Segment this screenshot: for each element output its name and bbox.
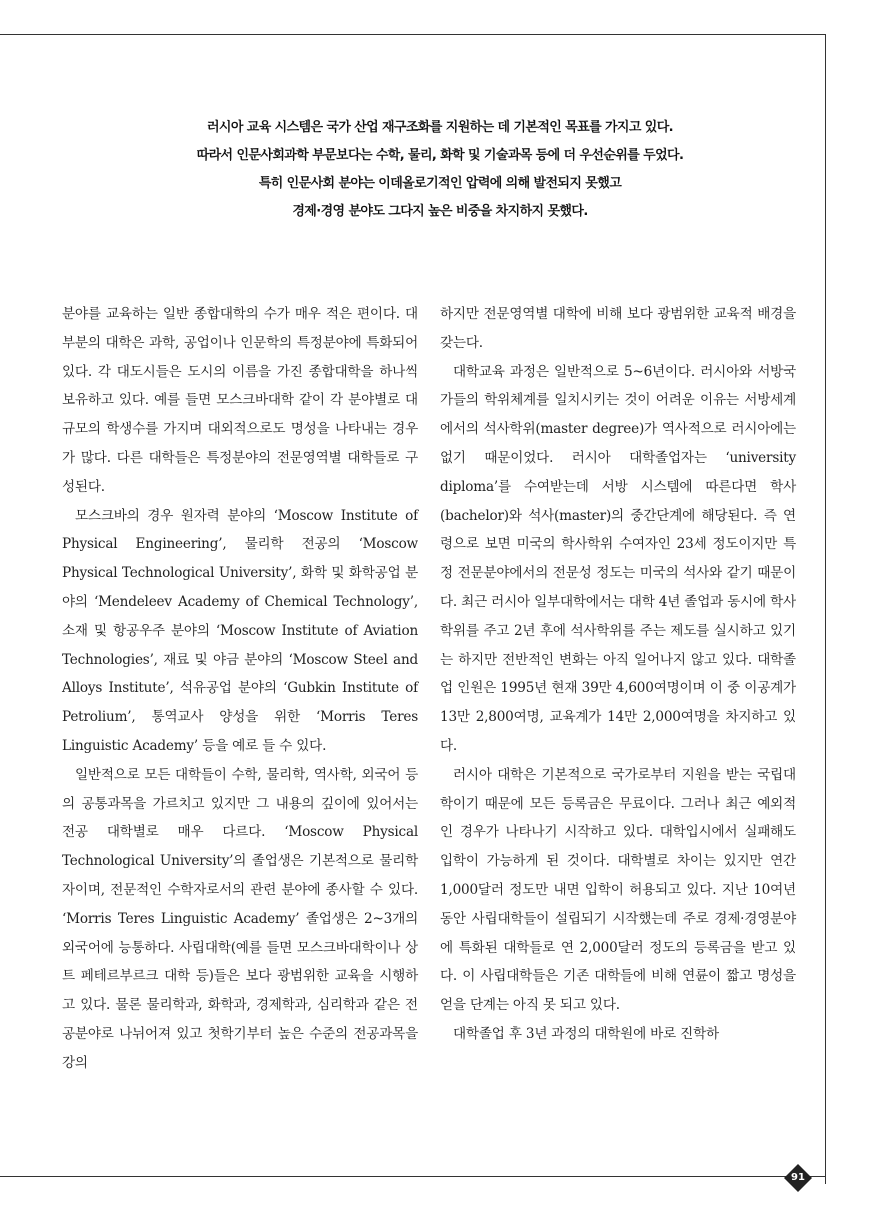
top-rule [0, 34, 826, 35]
summary-line: 경제·경영 분야도 그다지 높은 비중을 차지하지 못했다. [292, 204, 588, 219]
right-column [440, 300, 796, 1049]
left-column [62, 300, 418, 1078]
summary-line: 특히 인문사회 분야는 이데올로기적인 압력에 의해 발전되지 못했고 [258, 176, 622, 191]
page-number: 91 [791, 1172, 805, 1183]
body-paragraph: 일반적으로 모든 대학들이 수학, 물리학, 역사학, 외국어 등의 공통과목을 가르치고 있지만 그 내용의 깊이에 있어서는 전공 대학별로 매우 다르다. ‘Moscow Physical Technological University’의 졸업생은 기본적으로 물리학자이며, 전문적인 수학자로서의 관련 분야에 종사할 수 있다. ‘Morris Teres Linguistic Academy’ 졸업생은 2~3개의 외국어에 능통하다. 사립대학(예를 들면 모스크바대학이나 상트 페테르부르크 대학 등)들은 보다 광범위한 교육을 시행하고 있다. 물론 물리학과, 화학과, 경제학과, 심리학과 같은 전공분야로 나뉘어져 있고 첫학기부터 높은 수준의 전공과목을 강의 [62, 766, 418, 1071]
summary-block [120, 114, 760, 226]
page-number-badge [784, 1164, 812, 1192]
summary-line: 따라서 인문사회과학 부문보다는 수학, 물리, 화학 및 기술과목 등에 더 우선순위를 두었다. [196, 148, 684, 163]
body-paragraph: 모스크바의 경우 원자력 분야의 ‘Moscow Institute of Physical Engineering’, 물리학 전공의 ‘Moscow Physical Technological University’, 화학 및 화학공업 분야의 ‘Mendeleev Academy of Chemical Technology’, 소재 및 항공우주 분야의 ‘Moscow Institute of Aviation Technologies’, 재료 및 야금 분야의 ‘Moscow Steel and Alloys Institute’, 석유공업 분야의 ‘Gubkin Institute of Petrolium’, 통역교사 양성을 위한 ‘Morris Teres Linguistic Academy’ 등을 예로 들 수 있다. [62, 507, 418, 754]
body-paragraph: 러시아 대학은 기본적으로 국가로부터 지원을 받는 국립대학이기 때문에 모든 등록금은 무료이다. 그러나 최근 예외적인 경우가 나타나기 시작하고 있다. 대학입시에서 실패해도 입학이 가능하게 된 것이다. 대학별로 차이는 있지만 연간 1,000달러 정도만 내면 입학이 허용되고 있다. 지난 10여년 동안 사립대학들이 설립되기 시작했는데 주로 경제·경영분야에 특화된 대학들로 연 2,000달러 정도의 등록금을 받고 있다. 이 사립대학들은 기존 대학들에 비해 연륜이 짧고 명성을 얻을 단계는 아직 못 되고 있다. [440, 766, 796, 1014]
body-paragraph: 대학졸업 후 3년 과정의 대학원에 바로 진학하 [453, 1025, 719, 1042]
summary-line: 러시아 교육 시스템은 국가 산업 재구조화를 지원하는 데 기본적인 목표를 가지고 있다. [206, 120, 674, 135]
body-paragraph: 분야를 교육하는 일반 종합대학의 수가 매우 적은 편이다. 대부분의 대학은 과학, 공업이나 인문학의 특정분야에 특화되어 있다. 각 대도시들은 도시의 이름을 가진 종합대학을 하나씩 보유하고 있다. 예를 들면 모스크바대학 같이 각 분야별로 대규모의 학생수를 가지며 대외적으로도 명성을 나타내는 경우가 많다. 다른 대학들은 특정분야의 전문영역별 대학들로 구성된다. [62, 306, 418, 495]
body-paragraph: 하지만 전문영역별 대학에 비해 보다 광범위한 교육적 배경을 갖는다. [440, 306, 796, 351]
bottom-rule [0, 1176, 826, 1177]
body-paragraph: 대학교육 과정은 일반적으로 5~6년이다. 러시아와 서방국가들의 학위체계를 일치시키는 것이 어려운 이유는 서방세계에서의 석사학위(master degree)가 역사적으로 러시아에는 없기 때문이었다. 러시아 대학졸업자는 ‘university diploma’를 수여받는데 서방 시스템에 따른다면 학사(bachelor)와 석사(master)의 중간단계에 해당된다. 즉 연령으로 보면 미국의 학사학위 수여자인 23세 정도이지만 특정 전문분야에서의 전문성 정도는 미국의 석사와 같기 때문이다. 최근 러시아 일부대학에서는 대학 4년 졸업과 동시에 학사학위를 주고 2년 후에 석사학위를 주는 제도를 실시하고 있기는 하지만 전반적인 변화는 아직 일어나지 않고 있다. 대학졸업 인원은 1995년 현재 39만 4,600여명이며 이 중 이공계가 13만 2,800여명, 교육계가 14만 2,000여명을 차지하고 있다. [440, 363, 796, 754]
right-rule [825, 34, 826, 1184]
